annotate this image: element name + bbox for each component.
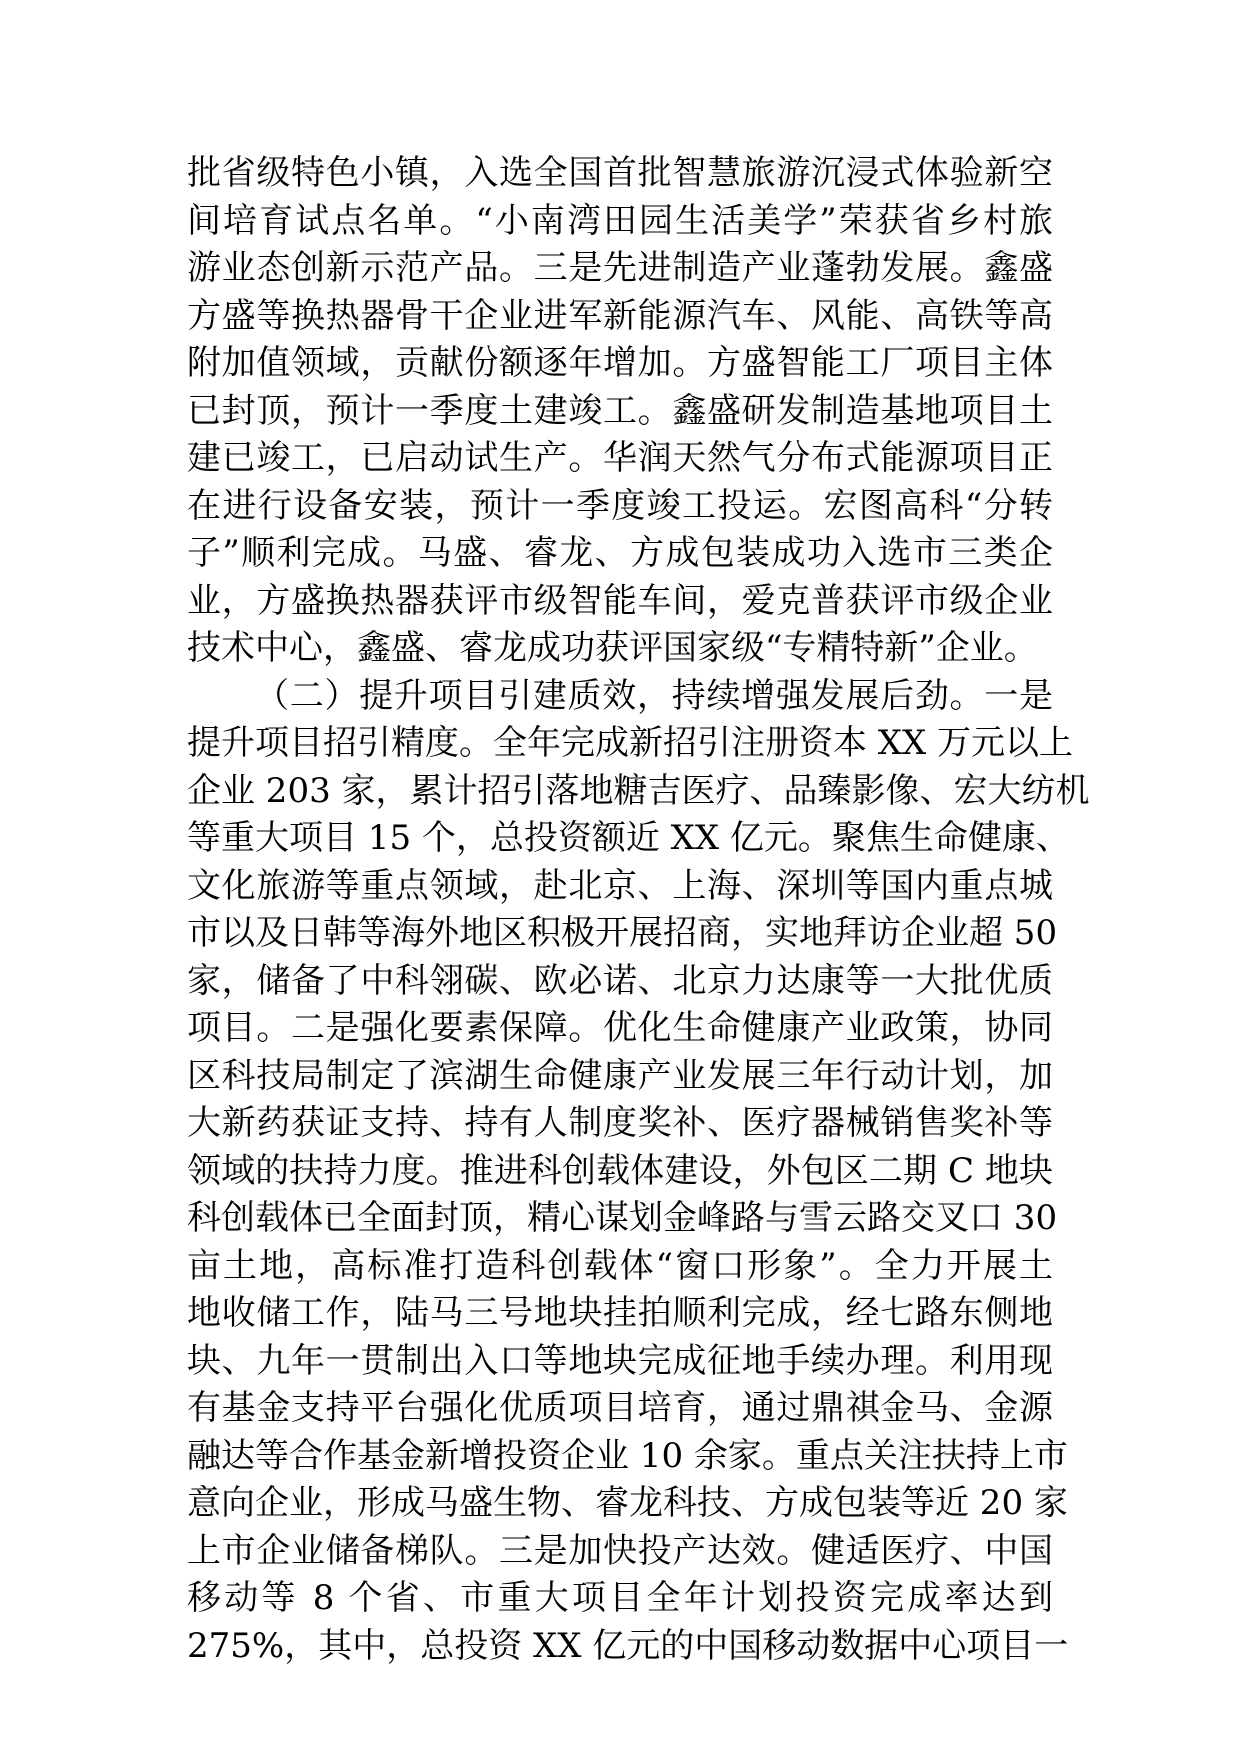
text-line: 等重大项目 15 个，总投资额近 XX 亿元。聚焦生命健康、 [187,818,1070,858]
text-line: 批省级特色小镇，入选全国首批智慧旅游沉浸式体验新空 [187,153,1053,193]
body-text [187,150,1090,1670]
text-line: 家，储备了中科翎碳、欧必诺、北京力达康等一大批优质 [187,960,1053,1001]
text-line: 移动等 8 个省、市重大项目全年计划投资完成率达到 [187,1578,1053,1618]
text-line: 文化旅游等重点领域，赴北京、上海、深圳等国内重点城 [187,865,1053,906]
text-line: 已封顶，预计一季度土建竣工。鑫盛研发制造基地项目土 [187,390,1053,431]
text-line: 子”顺利完成。马盛、睿龙、方成包装成功入选市三类企 [187,533,1053,573]
text-line: 块、九年一贯制出入口等地块完成征地手续办理。利用现 [187,1340,1053,1381]
text-line: 在进行设备安装，预计一季度竣工投运。宏图高科“分转 [187,485,1053,526]
text-line: 方盛等换热器骨干企业进军新能源汽车、风能、高铁等高 [187,295,1053,336]
text-line: 275%，其中，总投资 XX 亿元的中国移动数据中心项目一 [187,1625,1069,1666]
text-line: 科创载体已全面封顶，精心谋划金峰路与雪云路交叉口 30 [187,1198,1058,1238]
text-line: 市以及日韩等海外地区积极开展招商，实地拜访企业超 50 [187,913,1058,953]
text-line: 提升项目招引精度。全年完成新招引注册资本 XX 万元以上 [187,723,1074,763]
text-line: 业，方盛换热器获评市级智能车间，爱克普获评市级企业 [187,580,1053,621]
text-line: 项目。二是强化要素保障。优化生命健康产业政策，协同 [187,1008,1053,1048]
text-line: 游业态创新示范产品。三是先进制造产业蓬勃发展。鑫盛 [187,248,1053,288]
text-line: 附加值领域，贡献份额逐年增加。方盛智能工厂项目主体 [187,343,1053,383]
text-line: 上市企业储备梯队。三是加快投产达效。健适医疗、中国 [187,1530,1053,1571]
text-line: 技术中心，鑫盛、睿龙成功获评国家级“专精特新”企业。 [187,628,1038,668]
text-line: 亩土地，高标准打造科创载体“窗口形象”。全力开展土 [187,1245,1053,1286]
text-line: 间培育试点名单。“小南湾田园生活美学”荣获省乡村旅 [187,200,1053,241]
text-line: 领域的扶持力度。推进科创载体建设，外包区二期 C 地块 [187,1150,1053,1191]
text-line: 大新药获证支持、持有人制度奖补、医疗器械销售奖补等 [187,1103,1053,1143]
text-line: 地收储工作，陆马三号地块挂拍顺利完成，经七路东侧地 [187,1293,1053,1333]
text-line: 企业 203 家，累计招引落地糖吉医疗、品臻影像、宏大纺机 [187,770,1090,811]
text-line: 意向企业，形成马盛生物、睿龙科技、方成包装等近 20 家 [187,1483,1068,1523]
paragraph-1 [187,150,1053,673]
paragraph-2 [187,673,1090,1671]
text-line: 区科技局制定了滨湖生命健康产业发展三年行动计划，加 [187,1055,1053,1096]
section-heading-line: （二）提升项目引建质效，持续增强发展后劲。一是 [255,675,1053,716]
text-line: 有基金支持平台强化优质项目培育，通过鼎祺金马、金源 [187,1388,1053,1428]
text-line: 建已竣工，已启动试生产。华润天然气分布式能源项目正 [187,438,1053,478]
text-line: 融达等合作基金新增投资企业 10 余家。重点关注扶持上市 [187,1435,1068,1476]
